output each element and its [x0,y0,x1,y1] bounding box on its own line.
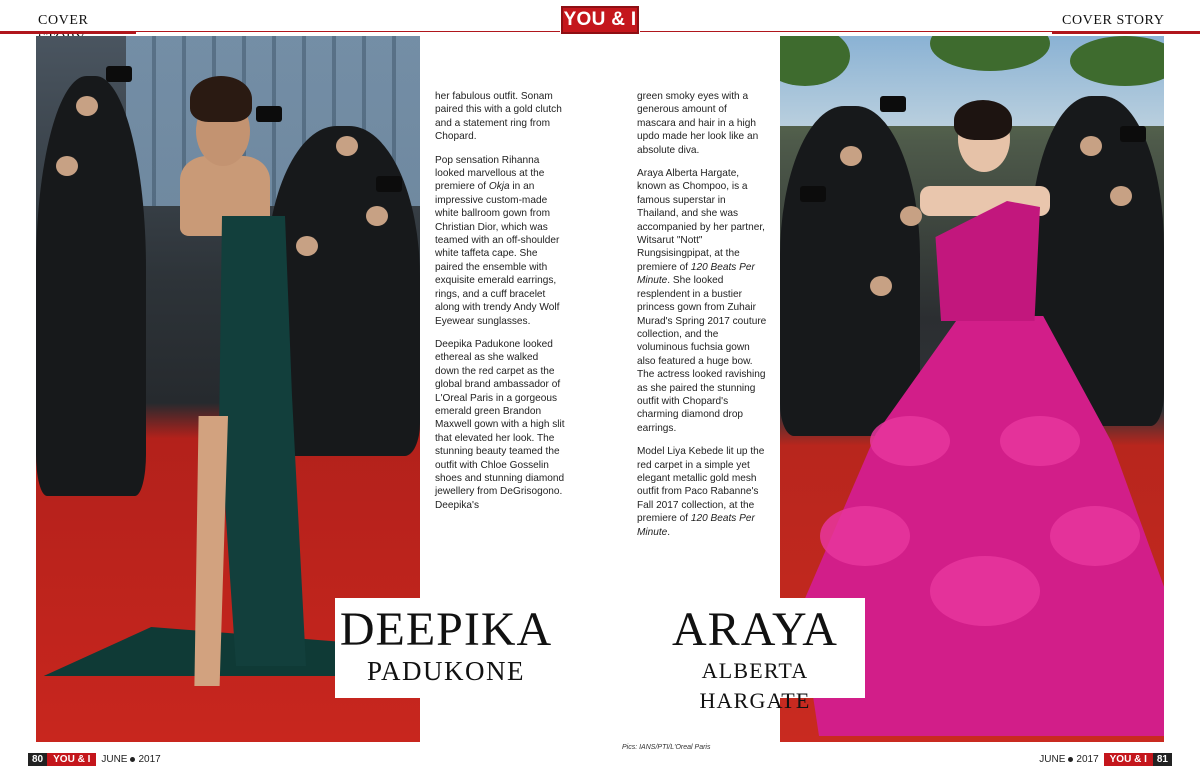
photographer-face [76,96,98,116]
folio-right [1034,753,1172,766]
text-run: Pop sensation Rihanna looked marvellous at the premiere of [435,154,545,193]
camera-icon [376,176,402,192]
article-paragraph: her fabulous outfit. Sonam paired this with a gold clutch and a statement ring from Chopard. [435,91,562,143]
article-paragraph [637,167,767,435]
photographer-face [900,206,922,226]
folio-left [28,753,166,766]
text-run: . [667,526,671,538]
name-last: PADUKONE [366,656,526,686]
issue-date [1034,754,1103,765]
photographer-face [366,206,388,226]
issue-month: JUNE [1039,754,1066,765]
header-thin-rule [136,31,560,32]
gown-ruffle [870,416,950,466]
name-first: DEEPIKA [339,603,553,656]
camera-icon [106,66,132,82]
folio-brand: YOU & I [47,753,96,766]
section-tag-left [0,12,136,34]
photographer-face [296,236,318,256]
photographers-crowd [36,76,146,496]
issue-year: 2017 [138,754,161,765]
name-last: ALBERTA HARGATE [699,658,811,713]
film-title: Okja [488,181,510,193]
film-title: 120 Beats Per Minute [637,261,755,287]
gown-ruffle [930,556,1040,626]
page-number: 80 [28,753,47,766]
section-label: COVER STORY [1062,13,1165,28]
camera-icon [256,106,282,122]
article-paragraph: green smoky eyes with a generous amount of mascara and hair in a high updo made her look like an absolute diva. [637,91,759,156]
section-label: COVER [38,13,89,28]
article-paragraph [637,445,767,539]
nameplate-araya [645,598,865,713]
issue-date [96,754,165,765]
header-rule [0,31,136,34]
name-first: ARAYA [672,603,838,656]
bullet-icon [1068,757,1073,762]
issue-year: 2017 [1076,754,1099,765]
section-tag-right [1052,12,1200,34]
text-run: . She looked resplendent in a bustier princess gown from Zuhair Murad's Spring 2017 couture collection, and the voluminous fuchsia gown also featured a huge bow. The actress looked ravishing as she paired the stunning outfit with Chopard's charming diamond drop earrings. [637,275,767,434]
article-column-left [435,90,565,522]
gown-ruffle [1050,506,1140,566]
gown-ruffle [820,506,910,566]
camera-icon [1120,126,1146,142]
camera-icon [800,186,826,202]
photographer-face [56,156,78,176]
photographer-face [840,146,862,166]
header-thin-rule [640,31,1052,32]
folio-brand: YOU & I [1104,753,1153,766]
photographer-face [1110,186,1132,206]
article-column-right [637,90,767,549]
text-run: Model Liya Kebede lit up the red carpet in a simple yet elegant metallic gold mesh outfit from Paco Rabanne's Fall 2017 collection, at the premiere of [637,446,765,525]
nameplate-deepika [335,598,557,698]
bow-bodice [930,201,1040,321]
article-paragraph [435,154,565,328]
page-number: 81 [1153,753,1172,766]
film-title: 120 Beats Per Minute [637,513,755,538]
figure-hair [954,100,1012,140]
photographer-face [1080,136,1102,156]
photographer-face [870,276,892,296]
gown-ruffle [1000,416,1080,466]
bullet-icon [130,757,135,762]
figure-hair [190,76,252,122]
issue-month: JUNE [101,754,128,765]
photographer-face [336,136,358,156]
text-run: Araya Alberta Hargate, known as Chompoo, is a famous superstar in Thailand, and she was accompanied by her partner, Witsarut "Nott" Rungsisingpipat, at the premiere of [637,168,765,273]
masthead-logo [561,6,639,34]
masthead-text: YOU & I [563,9,637,30]
header-rule [1052,31,1200,34]
emerald-gown [166,216,306,666]
article-paragraph: Deepika Padukone looked ethereal as she walked down the red carpet as the global brand ambassador of L'Oreal Paris in a gorgeous emerald green Brandon Maxwell gown with a high slit that elevated her look. The stunning beauty teamed the outfit with Chloe Gosselin shoes and stunning diamond jewellery from DeGrisogono. Deepika's [435,338,565,511]
text-run: in an impressive custom-made white ballroom gown from Christian Dior, which was teamed with an off-shoulder white taffeta cape. She paired the ensemble with exquisite emerald earrings, rings, and a cuff bracelet along with trendy Andy Wolf Eyewear sunglasses. [435,181,560,327]
camera-icon [880,96,906,112]
photo-credit: Pics: IANS/PTI/L'Oreal Paris [622,744,711,751]
